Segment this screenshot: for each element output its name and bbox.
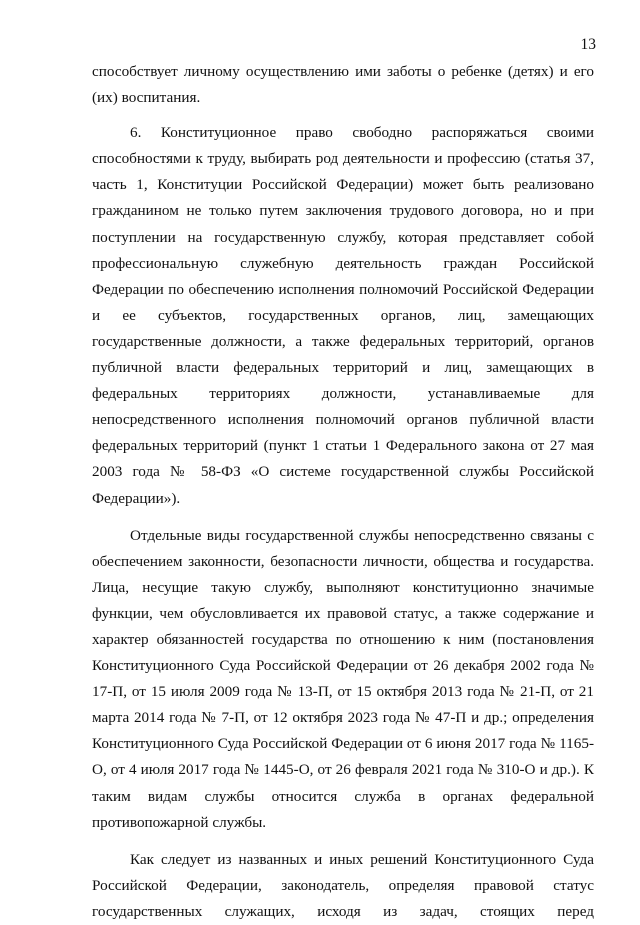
paragraph-item-6: 6. Конституционное право свободно распоряжаться своими способностями к труду, выбирать род деятельности и профессию (статья 37, часть 1, Конституции Российской Федерации) может быть реализовано гражданином не только путем заключения трудового договора, но и при поступлении на государственную службу, которая представляет собой профессиональную служебную деятельность граждан Российской Федерации по обеспечению исполнения полномочий Российской Федерации и ее субъектов, государственных органов, лиц, замещающих государственные должности, а также федеральных территорий, органов публичной власти федеральных территорий и лиц, замещающих в федеральных территориях должности, устанавливаемые для непосредственного исполнения полномочий органов публичной власти федеральных территорий (пункт 1 статьи 1 Федерального закона от 27 мая 2003 года № 58-ФЗ «О системе государственной службы Российской Федерации»). <box>92 124 594 507</box>
page-number: 13 <box>580 36 596 53</box>
document-body <box>92 59 594 925</box>
paragraph-continuation: способствует личному осуществлению ими заботы о ребенке (детях) и его (их) воспитания. <box>92 63 594 107</box>
paragraph-legislator-status: Как следует из названных и иных решений Конституционного Суда Российской Федерации, законодатель, определяя правовой статус государственных служащих, исходя из задач, стоящих перед <box>92 850 594 920</box>
paragraph-state-service-types: Отдельные виды государственной службы непосредственно связаны с обеспечением законности, безопасности личности, общества и государства. Лица, несущие такую службу, выполняют конституционно значимые функции, чем обусловливается их правовой статус, а также содержание и характер обязанностей государства по отношению к ним (постановления Конституционного Суда Российской Федерации от 26 декабря 2002 года № 17-П, от 15 июля 2009 года № 13-П, от 15 октября 2013 года № 21-П, от 21 марта 2014 года № 7-П, от 12 октября 2023 года № 47-П и др.; определения Конституционного Суда Российской Федерации от 6 июня 2017 года № 1165-О, от 4 июля 2017 года № 1445-О, от 26 февраля 2021 года № 310-О и др.). К таким видам службы относится служба в органах федеральной противопожарной службы. <box>92 526 594 831</box>
